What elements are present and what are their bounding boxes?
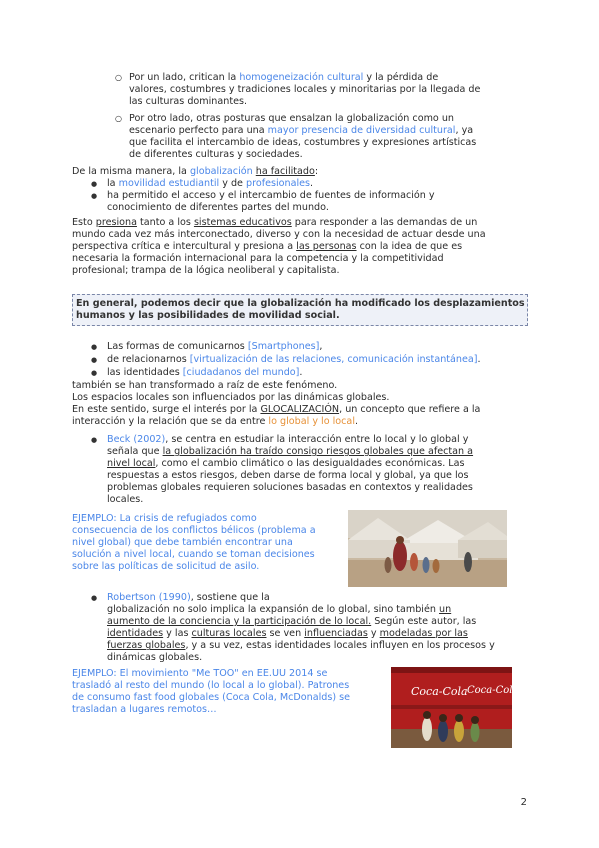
coca-cola-illustration: [391, 667, 519, 748]
coca-cola-sign-right: Coca-Cola: [467, 685, 519, 696]
list-item: ● ha permitido el acceso y el intercambio de fuentes de información y conocimiento de diferentes partes del mundo.: [107, 190, 522, 214]
refugee-camp-illustration: [348, 510, 507, 587]
highlight-text: En general, podemos decir que la globalización ha modificado los desplazamientos humanos y las posibilidades de movilidad social.: [76, 298, 525, 322]
list-item-robertson: ● Robertson (1990), sostiene que la globalización no solo implica la expansión de lo global, sino también un aumento de la conciencia y la participación de lo local. Según este autor, las identidades y las culturas locales se ven influenciadas y modeladas por las fuerzas globales, y a su vez, estas identidades locales influyen en los procesos y dinámicas globales.: [107, 592, 522, 665]
paragraph: Esto presiona tanto a los sistemas educativos para responder a las demandas de un mundo cada vez más interconectado, diverso y con la necesidad de actuar desde una perspectiva crítica e intercultural y presiona a las personas con la idea de que es necesaria la formación internacional para la competencia y la competitividad profesional; trampa de la lógica neoliberal y capitalista.: [72, 217, 486, 277]
paragraph: De la misma manera, la globalización ha facilitado:: [72, 166, 319, 177]
example-refugees: EJEMPLO: La crisis de refugiados como consecuencia de los conflictos bélicos (problema a nivel global) que debe también encontrar una solución a nivel local, cuando se toman decisiones sobre las políticas de solicitud de asilo.: [72, 513, 316, 573]
list-item: ○ Por un lado, critican la homogeneización cultural y la pérdida de valores, costumbres y tradiciones locales y minoritarias por la llegada de las culturas dominantes.: [129, 72, 529, 108]
list-item: ● Las formas de comunicarnos [Smartphones],: [107, 341, 522, 353]
coca-cola-image: [391, 667, 519, 748]
refugee-camp-image: [348, 510, 507, 587]
list-item: ○ Por otro lado, otras posturas que ensalzan la globalización como un escenario perfecto para una mayor presencia de diversidad cultural, ya que facilita el intercambio de ideas, costumbres y expresiones artísticas de diferentes culturas y sociedades.: [129, 113, 529, 161]
list-item-beck: ● Beck (2002), se centra en estudiar la interacción entre lo local y lo global y señala que la globalización ha traído consigo riesgos globales que afectan a nivel local, como el cambio climático o las desigualdades económicas. Las respuestas a estos riesgos, deben darse de forma local y global, ya que los problemas globales requieren soluciones basadas en contextos y realidades locales.: [107, 434, 522, 507]
list-item: ● las identidades [ciudadanos del mundo].: [107, 367, 522, 379]
coca-cola-sign-left: Coca-Cola: [411, 685, 468, 698]
list-item: ● la movilidad estudiantil y de profesionales.: [107, 178, 522, 190]
page-number: 2: [520, 797, 527, 808]
example-metoo: EJEMPLO: El movimiento "Me TOO" en EE.UU 2014 se trasladó al resto del mundo (lo local a lo global). Patrones de consumo fast food globales (Coca Cola, McDonalds) se trasladan a lugares remotos…: [72, 668, 351, 716]
list-item: ● de relacionarnos [virtualización de las relaciones, comunicación instantánea].: [107, 354, 522, 366]
paragraph: también se han transformado a raíz de este fenómeno. Los espacios locales son influenciados por las dinámicas globales. En este sentido, surge el interés por la GLOCALIZACIÓN, un concepto que refiere a la interacción y la relación que se da entre lo global y lo local.: [72, 380, 481, 428]
